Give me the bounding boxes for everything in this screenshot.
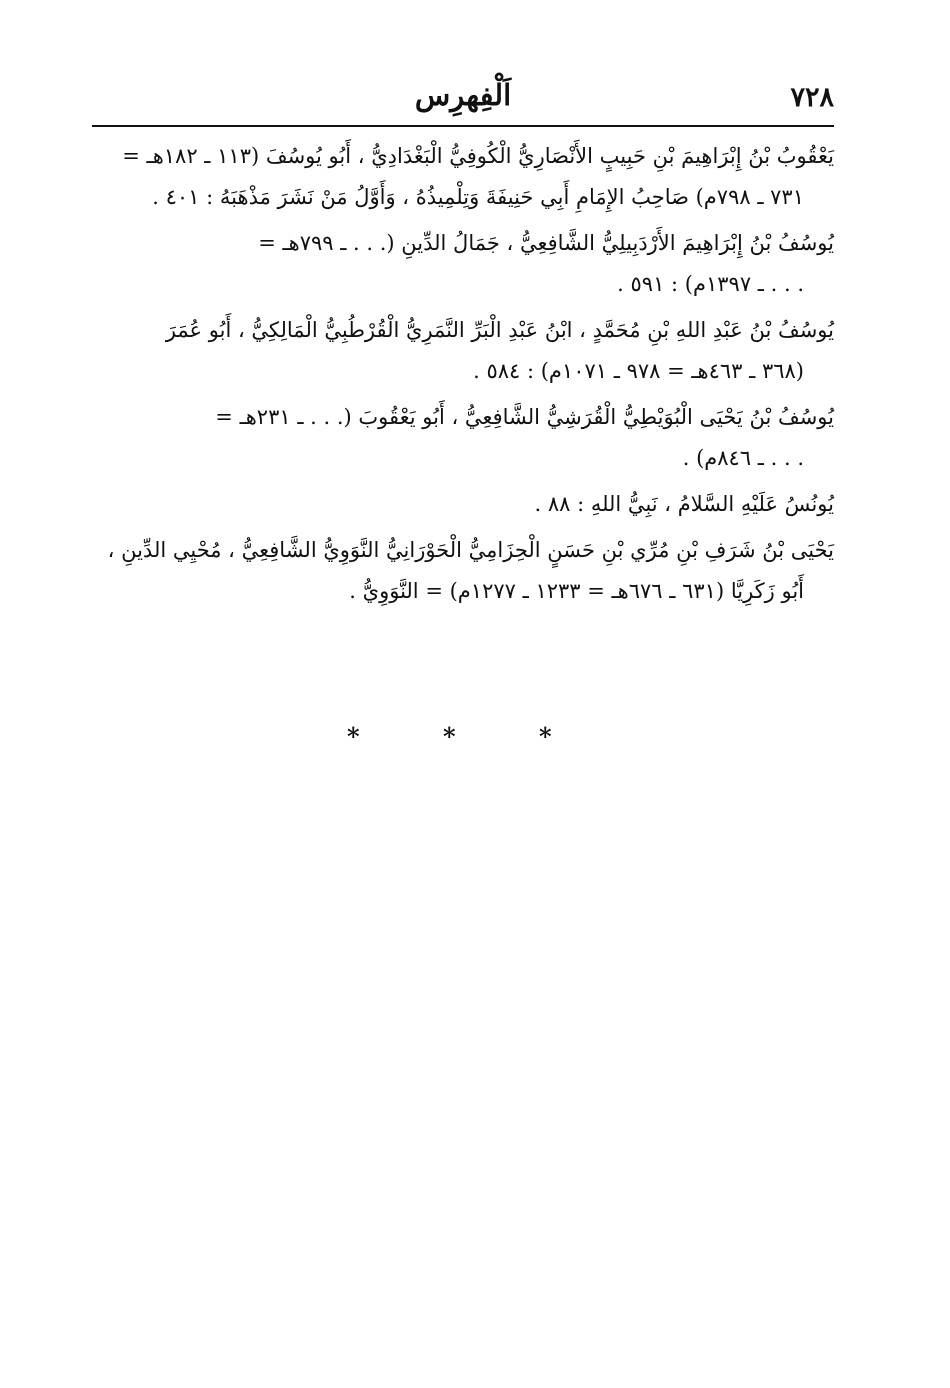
index-entry bbox=[92, 397, 834, 479]
page-header bbox=[92, 78, 834, 122]
index-entry bbox=[92, 530, 834, 612]
entry-continuation: . . . ـ ١٣٩٧م) : ٥٩١ . bbox=[617, 272, 804, 296]
entry-line: يَحْيَى بْنُ شَرَفِ بْنِ مُرِّي بْنِ حَسَنٍ الْحِزَامِيُّ الْحَوْرَانِيُّ النَّوَوِيُّ الشَّافِعِيُّ ، مُحْيِي الدِّينِ ، bbox=[107, 538, 834, 562]
running-title: اَلْفِهرِس bbox=[414, 78, 512, 112]
star-ornament: * bbox=[539, 722, 552, 751]
entry-continuation: ٧٣١ ـ ٧٩٨م) صَاحِبُ الإِمَامِ أَبِي حَنِيفَةَ وَتِلْمِيذُهُ ، وَأَوَّلُ مَنْ نَشَرَ مَذْهَبَهُ : ٤٠١ . bbox=[152, 185, 804, 209]
entry-line: يَعْقُوبُ بْنُ إِبْرَاهِيمَ بْنِ حَبِيبٍ الأَنْصَارِيُّ الْكُوفِيُّ الْبَغْدَادِيُّ ، أَبُو يُوسُفَ (١١٣ ـ ١٨٢هـ = bbox=[122, 144, 834, 168]
star-ornament: * bbox=[443, 722, 456, 751]
entry-line: يُوسُفُ بْنُ إِبْرَاهِيمَ الأَرْدَبِيلِيُّ الشَّافِعِيُّ ، جَمَالُ الدِّينِ (. . . ـ ٧٩٩هـ = bbox=[258, 231, 834, 255]
index-entry bbox=[92, 223, 834, 305]
index-entry bbox=[92, 136, 834, 218]
entry-continuation: (٣٦٨ ـ ٤٦٣هـ = ٩٧٨ ـ ١٠٧١م) : ٥٨٤ . bbox=[473, 359, 804, 383]
entry-line: يُوسُفُ بْنُ يَحْيَى الْبُوَيْطِيُّ الْقُرَشِيُّ الشَّافِعِيُّ ، أَبُو يَعْقُوبَ (. . . ـ ٢٣١هـ = bbox=[215, 405, 834, 429]
star-ornament: * bbox=[347, 722, 360, 751]
header-rule bbox=[92, 125, 834, 127]
entry-line: يُونُسُ عَلَيْهِ السَّلامُ ، نَبِيُّ اللهِ : ٨٨ . bbox=[534, 492, 834, 516]
page-number: ٧٢٨ bbox=[790, 82, 834, 113]
section-end-ornament bbox=[0, 722, 950, 752]
index-entry bbox=[92, 484, 834, 525]
index-entry bbox=[92, 310, 834, 392]
entry-line: يُوسُفُ بْنُ عَبْدِ اللهِ بْنِ مُحَمَّدٍ ، ابْنُ عَبْدِ الْبَرِّ النَّمَرِيُّ الْقُرْطُبِيُّ الْمَالِكِيُّ ، أَبُو عُمَرَ bbox=[165, 318, 834, 342]
index-entries bbox=[92, 136, 834, 617]
entry-continuation: . . . ـ ٨٤٦م) . bbox=[682, 446, 804, 470]
entry-continuation: أَبُو زَكَرِيَّا (٦٣١ ـ ٦٧٦هـ = ١٢٣٣ ـ ١٢٧٧م) = النَّوَوِيُّ . bbox=[349, 579, 804, 603]
